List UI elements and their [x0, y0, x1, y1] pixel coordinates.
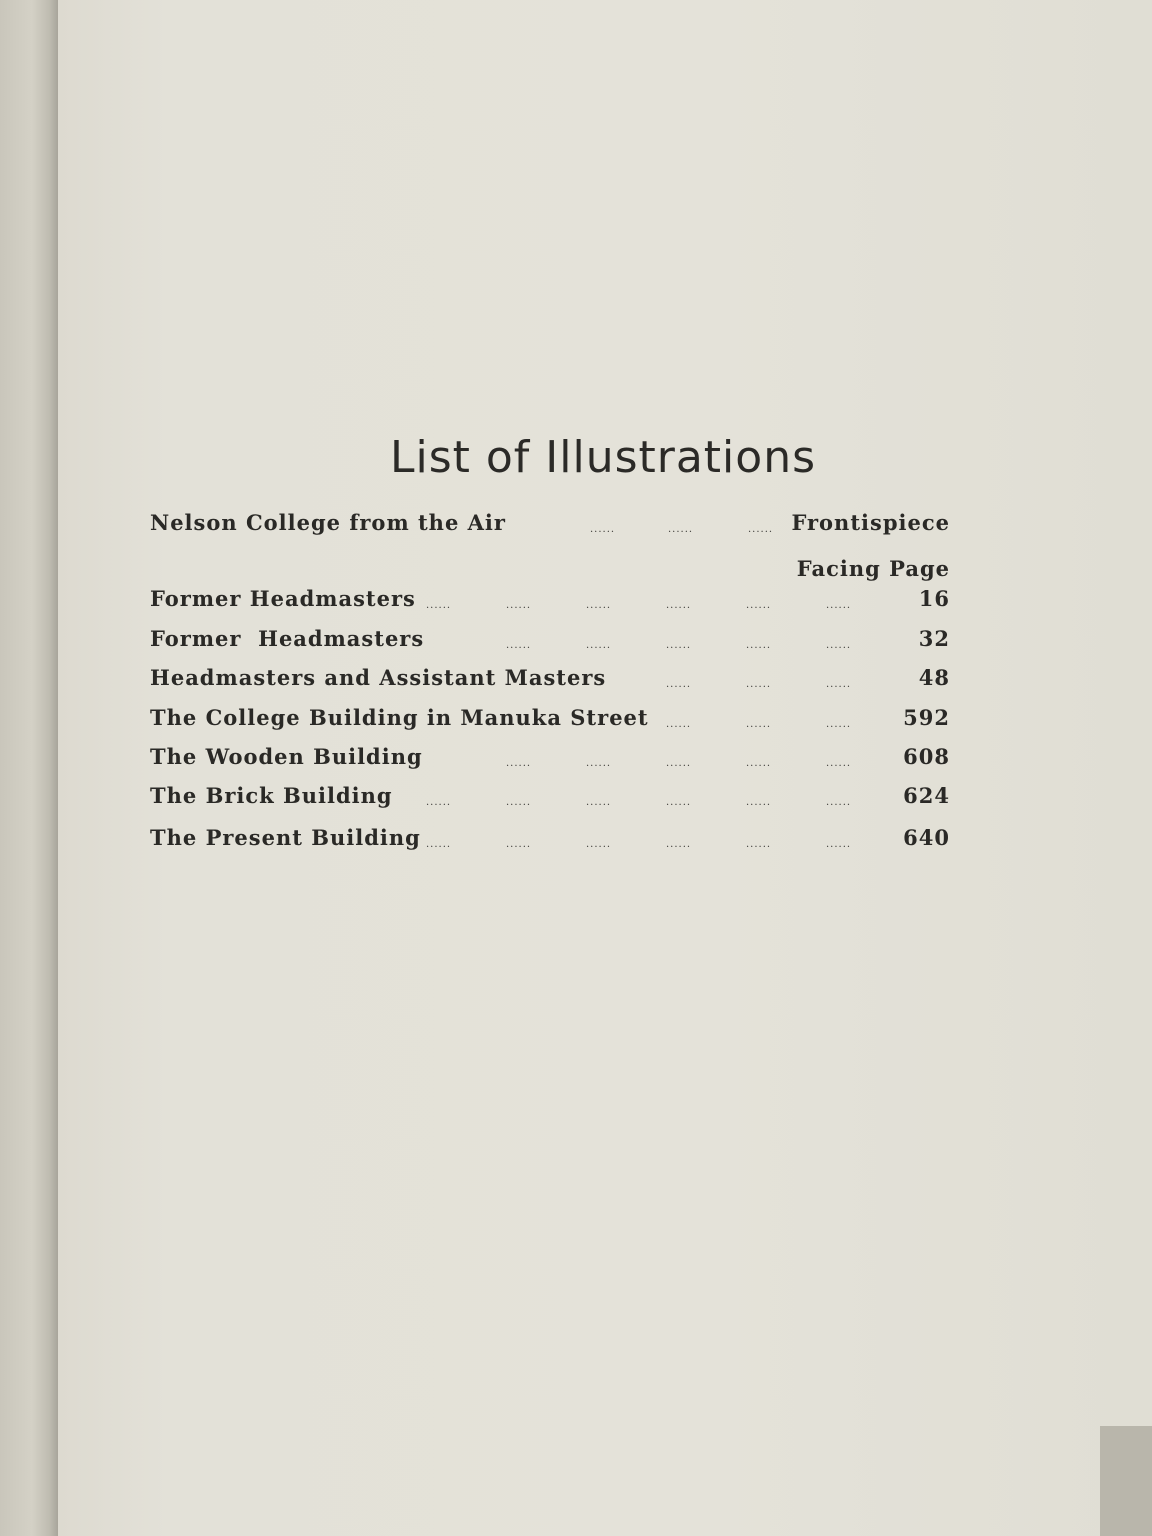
leader-dots: ...... — [506, 758, 532, 769]
leader-dots: ...... — [666, 719, 692, 730]
entry-page: 48 — [918, 665, 950, 690]
entry-page: 592 — [903, 705, 950, 730]
leader-dots: ...... — [826, 600, 852, 611]
leader-dots: ...... — [666, 839, 692, 850]
leader-dots: ...... — [666, 797, 692, 808]
leader-dots: ...... — [746, 839, 772, 850]
leader-dots: ...... — [746, 719, 772, 730]
leader-dots: ...... — [668, 524, 694, 535]
entry-label: Nelson College from the Air — [150, 510, 506, 535]
illustration-entry — [150, 744, 950, 778]
entry-label: The Brick Building — [150, 783, 393, 808]
leader-dots: ...... — [590, 524, 616, 535]
entry-label: The College Building in Manuka Street — [150, 705, 649, 730]
entry-label: Former Headmasters — [150, 626, 425, 651]
entry-label: Former Headmasters — [150, 586, 416, 611]
leader-dots: ...... — [746, 640, 772, 651]
leader-dots: ...... — [506, 640, 532, 651]
leader-dots: ...... — [586, 640, 612, 651]
leader-dots: ...... — [426, 797, 452, 808]
entry-page: 608 — [903, 744, 950, 769]
leader-dots: ...... — [506, 797, 532, 808]
leader-dots: ...... — [426, 839, 452, 850]
entry-page: 624 — [903, 783, 950, 808]
illustration-entry — [150, 705, 950, 739]
leader-dots: ...... — [426, 600, 452, 611]
entry-label: Headmasters and Assistant Masters — [150, 665, 607, 690]
entry-label: The Wooden Building — [150, 744, 423, 769]
book-page — [58, 0, 1152, 1536]
leader-dots: ...... — [586, 758, 612, 769]
page-title: List of Illustrations — [389, 432, 817, 483]
leader-dots: ...... — [586, 839, 612, 850]
leader-dots: ...... — [666, 640, 692, 651]
leader-dots: ...... — [666, 758, 692, 769]
book-left-edge — [0, 0, 58, 1536]
leader-dots: ...... — [826, 719, 852, 730]
illustration-entry — [150, 626, 950, 660]
leader-dots: ...... — [748, 524, 774, 535]
entry-label: The Present Building — [150, 825, 421, 850]
entry-page: 640 — [903, 825, 950, 850]
leader-dots: ...... — [746, 679, 772, 690]
illustration-entry — [150, 586, 950, 620]
entry-page: 32 — [918, 626, 950, 651]
leader-dots: ...... — [586, 797, 612, 808]
illustration-entry — [150, 825, 950, 859]
entry-page: Frontispiece — [791, 510, 950, 535]
leader-dots: ...... — [666, 679, 692, 690]
leader-dots: ...... — [746, 600, 772, 611]
leader-dots: ...... — [826, 679, 852, 690]
leader-dots: ...... — [586, 600, 612, 611]
illustration-entry — [150, 665, 950, 699]
leader-dots: ...... — [826, 839, 852, 850]
leader-dots: ...... — [826, 797, 852, 808]
leader-dots: ...... — [746, 758, 772, 769]
leader-dots: ...... — [826, 758, 852, 769]
leader-dots: ...... — [506, 600, 532, 611]
illustration-entry — [150, 510, 950, 544]
leader-dots: ...... — [826, 640, 852, 651]
facing-page-header: Facing Page — [796, 556, 950, 581]
leader-dots: ...... — [666, 600, 692, 611]
illustration-entry — [150, 783, 950, 817]
background-corner — [1100, 1426, 1152, 1536]
leader-dots: ...... — [746, 797, 772, 808]
entry-page: 16 — [918, 586, 950, 611]
leader-dots: ...... — [506, 839, 532, 850]
